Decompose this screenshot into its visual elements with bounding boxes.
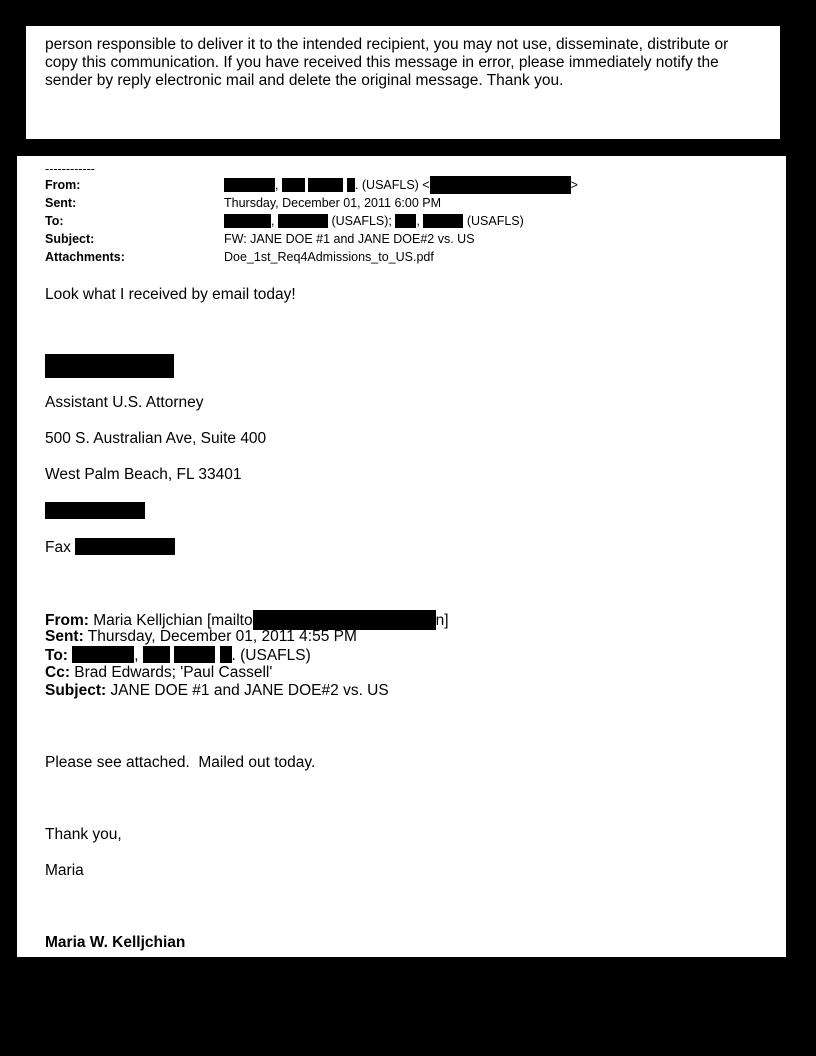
redaction [224,178,275,192]
inner-cc: Cc: Brad Edwards; 'Paul Cassell' [45,664,273,681]
header-separator: ------------ [45,162,95,176]
signature-address1: 500 S. Australian Ave, Suite 400 [45,430,267,447]
redaction-phone [45,502,145,519]
redaction [423,214,463,228]
from-label: From: [45,178,81,192]
body-line: Look what I received by email today! [45,286,296,303]
redaction [278,214,328,228]
closing-thanks: Thank you, [45,826,122,843]
attachment-link[interactable]: Doe_1st_Req4Admissions_to_US.pdf [224,250,434,264]
redaction [395,214,416,228]
redaction [430,176,571,194]
disclaimer-panel [26,26,780,139]
inner-to: To: , . (USAFLS) [45,647,311,664]
attachments-label: Attachments: [45,250,125,264]
disclaimer-text: person responsible to deliver it to the intended recipient, you may not use, disseminate, distribute or copy this communication. If you have received this message in error, please immediately notify the sender by reply electronic mail and delete the original message. Thank you. [45,36,729,89]
redaction [72,646,134,663]
sent-value: Thursday, December 01, 2011 6:00 PM [224,196,442,210]
redaction [224,214,271,228]
redaction [143,646,170,663]
subject-label: Subject: [45,232,95,246]
redaction [174,646,215,663]
redaction [220,646,232,663]
redaction [308,178,343,192]
inner-subject: Subject: JANE DOE #1 and JANE DOE#2 vs. US [45,682,389,699]
redaction-fax [75,538,175,555]
email-panel [17,156,786,957]
body2-line: Please see attached. Mailed out today. [45,754,316,771]
inner-sent: Sent: Thursday, December 01, 2011 4:55 PM [45,628,357,645]
redaction [347,178,355,192]
to-value: , (USAFLS); , (USAFLS) [224,212,524,230]
to-label: To: [45,214,64,228]
redaction-name [45,354,174,378]
signature-title: Assistant U.S. Attorney [45,394,204,411]
sent-label: Sent: [45,196,77,210]
closing-name: Maria [45,862,84,879]
redaction [282,178,305,192]
inner-from: From: Maria Kelljchian [mailto n] [45,612,449,629]
from-value: , . (USAFLS) < > [224,176,578,194]
subject-value: FW: JANE DOE #1 and JANE DOE#2 vs. US [224,232,475,246]
redaction-email [253,610,436,630]
signature-fax: Fax [45,538,175,557]
signature-address2: West Palm Beach, FL 33401 [45,466,242,483]
signature-name: Maria W. Kelljchian [45,934,186,951]
